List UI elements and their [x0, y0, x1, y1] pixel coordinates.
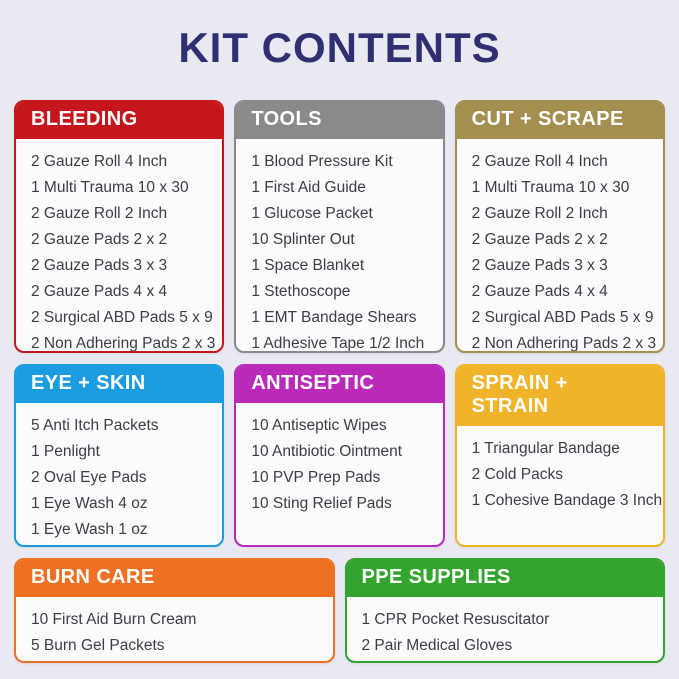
item-list-eye-skin: [16, 403, 222, 547]
list-item: 1 Eye Wash 4 oz: [31, 495, 148, 512]
category-header-ppe-supplies: PPE SUPPLIES: [347, 560, 664, 597]
list-item: 2 Oval Eye Pads: [31, 469, 147, 486]
category-card-ppe-supplies: [345, 558, 666, 663]
category-header-cut-scrape: CUT + SCRAPE: [457, 102, 663, 139]
item-list-sprain-strain: [457, 426, 663, 524]
category-card-cut-scrape: [455, 100, 665, 353]
list-item: 1 EMT Bandage Shears: [251, 309, 417, 326]
list-item: 10 Antiseptic Wipes: [251, 417, 387, 434]
list-item: 10 Antibiotic Ointment: [251, 443, 403, 460]
category-header-tools: TOOLS: [236, 102, 442, 139]
category-header-eye-skin: EYE + SKIN: [16, 366, 222, 403]
list-item: 2 Gauze Roll 2 Inch: [31, 205, 168, 222]
list-item: 5 Anti Itch Packets: [31, 417, 159, 434]
list-item: 1 CPR Pocket Resuscitator: [361, 611, 550, 628]
category-card-eye-skin: [14, 364, 224, 547]
list-item: 10 Splinter Out: [251, 231, 355, 248]
list-item: 1 Multi Trauma 10 x 30: [471, 179, 630, 196]
item-list-antiseptic: [236, 403, 442, 527]
list-item: 2 Gauze Pads 4 x 4: [31, 283, 168, 300]
list-item: 2 Gauze Roll 4 Inch: [31, 153, 168, 170]
category-card-antiseptic: [234, 364, 444, 547]
list-item: 1 Cohesive Bandage 3 Inch: [471, 492, 663, 509]
category-header-bleeding: BLEEDING: [16, 102, 222, 139]
list-item: 2 Gauze Pads 3 x 3: [471, 257, 608, 274]
list-item: 2 Non Adhering Pads 2 x 3: [471, 335, 657, 352]
list-item: 1 Eye Wash 1 oz: [31, 521, 148, 538]
list-item: 1 Stethoscope: [251, 283, 351, 300]
list-item: 1 Triangular Bandage: [471, 440, 620, 457]
row-bottom: [14, 558, 665, 663]
category-header-sprain-strain: SPRAIN + STRAIN: [457, 366, 663, 426]
category-header-antiseptic: ANTISEPTIC: [236, 366, 442, 403]
row-middle: [14, 364, 665, 547]
category-card-bleeding: [14, 100, 224, 353]
list-item: 1 Penlight: [31, 443, 100, 460]
list-item: 1 First Aid Guide: [251, 179, 366, 196]
list-item: 2 Gauze Roll 2 Inch: [471, 205, 608, 222]
list-item: 5 Burn Gel Packets: [31, 637, 165, 654]
list-item: 2 Non Adhering Pads 2 x 3: [31, 335, 216, 352]
list-item: 2 Gauze Pads 3 x 3: [31, 257, 168, 274]
list-item: 1 Glucose Packet: [251, 205, 373, 222]
category-header-burn-care: BURN CARE: [16, 560, 333, 597]
list-item: 1 Adhesive Tape 1/2 Inch: [251, 335, 425, 352]
item-list-tools: [236, 139, 442, 353]
list-item: 10 PVP Prep Pads: [251, 469, 381, 486]
list-item: 10 First Aid Burn Cream: [31, 611, 197, 628]
list-item: 2 Surgical ABD Pads 5 x 9: [31, 309, 213, 326]
list-item: 2 Gauze Roll 4 Inch: [471, 153, 608, 170]
item-list-bleeding: [16, 139, 222, 353]
item-list-ppe-supplies: [347, 597, 664, 663]
list-item: 2 Gauze Pads 2 x 2: [471, 231, 608, 248]
list-item: 2 Surgical ABD Pads 5 x 9: [471, 309, 654, 326]
category-card-sprain-strain: [455, 364, 665, 547]
item-list-burn-care: [16, 597, 333, 663]
row-top: [14, 100, 665, 353]
list-item: 1 Blood Pressure Kit: [251, 153, 393, 170]
item-list-cut-scrape: [457, 139, 663, 353]
list-item: 1 Multi Trauma 10 x 30: [31, 179, 189, 196]
list-item: 1 Space Blanket: [251, 257, 365, 274]
list-item: 2 Pair Medical Gloves: [361, 637, 513, 654]
page-title: KIT CONTENTS: [178, 24, 501, 71]
list-item: 10 Sting Relief Pads: [251, 495, 392, 512]
category-card-burn-care: [14, 558, 335, 663]
category-card-tools: [234, 100, 444, 353]
list-item: 2 Gauze Pads 4 x 4: [471, 283, 608, 300]
list-item: 2 Cold Packs: [471, 466, 563, 483]
list-item: 2 Gauze Pads 2 x 2: [31, 231, 168, 248]
